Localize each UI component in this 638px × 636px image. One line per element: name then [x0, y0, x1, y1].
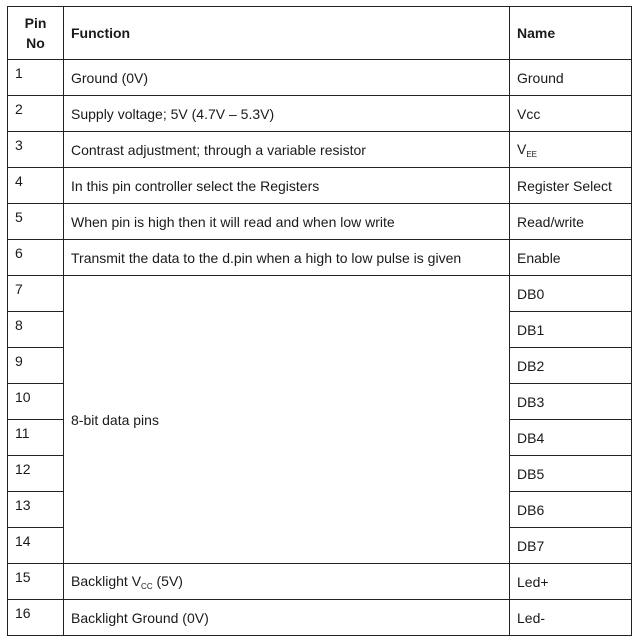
- pin-function: Ground (0V): [64, 60, 510, 96]
- pin-number: 10: [8, 384, 64, 420]
- pin-function-main: Backlight V: [71, 572, 142, 589]
- table-row: [8, 600, 632, 636]
- pin-header-line2: No: [26, 35, 45, 51]
- table-row: [8, 204, 632, 240]
- pin-function-tail: (5V): [152, 572, 183, 589]
- table-row: [8, 132, 632, 168]
- pin-name: Read/write: [510, 204, 632, 240]
- pin-name-subscript: EE: [526, 149, 538, 159]
- pin-name: DB7: [510, 528, 632, 564]
- pin-name: Enable: [510, 240, 632, 276]
- pin-function: Supply voltage; 5V (4.7V – 5.3V): [64, 96, 510, 132]
- pin-number: 11: [8, 420, 64, 456]
- pin-number: 13: [8, 492, 64, 528]
- pin-name: DB4: [510, 420, 632, 456]
- table-row: [8, 96, 632, 132]
- pin-name: DB2: [510, 348, 632, 384]
- table-row: [8, 168, 632, 204]
- pin-function: [64, 564, 510, 600]
- data-pins-function: 8-bit data pins: [64, 276, 510, 564]
- pin-name: DB5: [510, 456, 632, 492]
- table-row: [8, 564, 632, 600]
- lcd-pin-table: [7, 6, 632, 636]
- pin-function: Transmit the data to the d.pin when a high to low pulse is given: [64, 240, 510, 276]
- pin-number: 7: [8, 276, 64, 312]
- pin-header-line1: Pin: [24, 15, 47, 31]
- table-row: [8, 240, 632, 276]
- name-header: Name: [510, 7, 632, 60]
- pin-number: 5: [8, 204, 64, 240]
- table-row: [8, 276, 632, 312]
- pin-function: Contrast adjustment; through a variable resistor: [64, 132, 510, 168]
- pin-name: Led-: [510, 600, 632, 636]
- pin-function: When pin is high then it will read and when low write: [64, 204, 510, 240]
- table-row: [8, 60, 632, 96]
- pin-number: 4: [8, 168, 64, 204]
- header-row: [8, 7, 632, 60]
- pin-number: 1: [8, 60, 64, 96]
- pin-name: Ground: [510, 60, 632, 96]
- pin-number: 15: [8, 564, 64, 600]
- pin-name: Register Select: [510, 168, 632, 204]
- pin-number: 3: [8, 132, 64, 168]
- pin-name: Led+: [510, 564, 632, 600]
- pin-no-header: [8, 7, 64, 60]
- pin-number: 14: [8, 528, 64, 564]
- pin-number: 16: [8, 600, 64, 636]
- pin-name: DB6: [510, 492, 632, 528]
- pin-number: 2: [8, 96, 64, 132]
- pin-name: Vcc: [510, 96, 632, 132]
- pin-function-subscript: CC: [141, 581, 153, 591]
- pin-number: 12: [8, 456, 64, 492]
- pin-name-main: V: [517, 140, 527, 157]
- pin-number: 9: [8, 348, 64, 384]
- pin-function: Backlight Ground (0V): [64, 600, 510, 636]
- pin-name: DB0: [510, 276, 632, 312]
- pin-name: DB3: [510, 384, 632, 420]
- pin-number: 8: [8, 312, 64, 348]
- pin-name: [510, 132, 632, 168]
- pin-function: In this pin controller select the Registers: [64, 168, 510, 204]
- function-header: Function: [64, 7, 510, 60]
- pin-number: 6: [8, 240, 64, 276]
- pin-name: DB1: [510, 312, 632, 348]
